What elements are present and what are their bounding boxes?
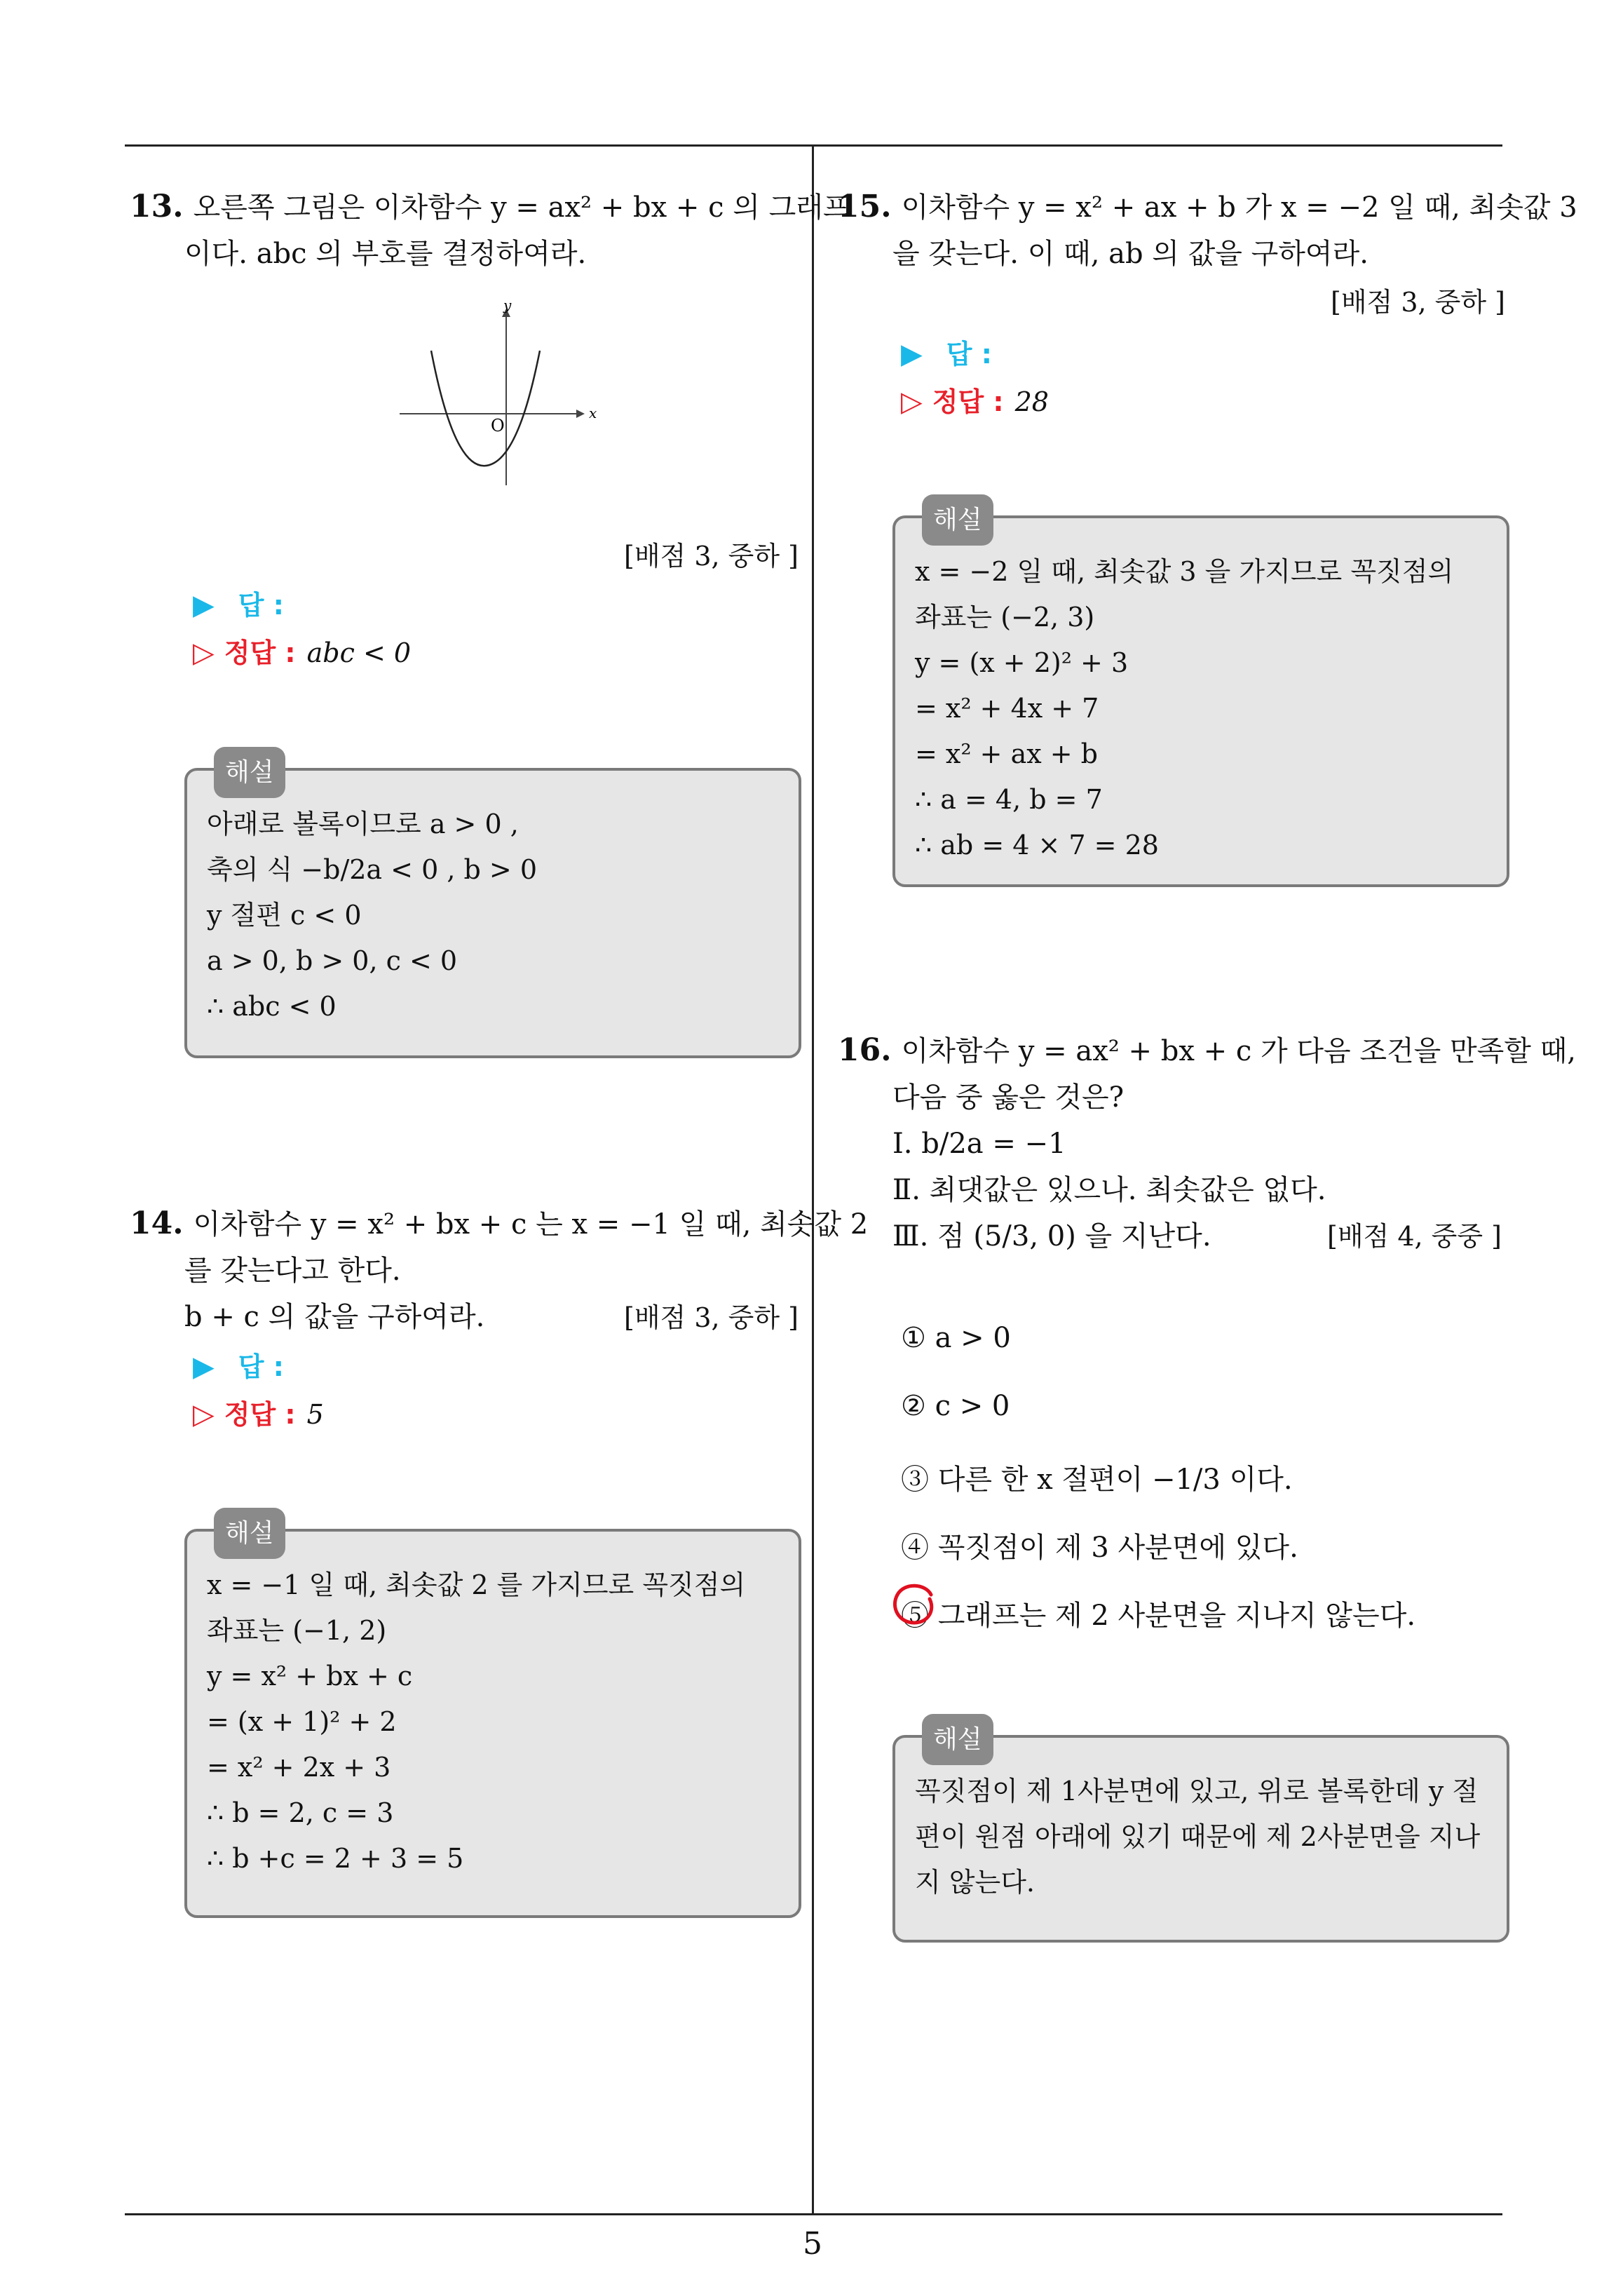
play-icon: ▶ — [193, 1351, 215, 1383]
q13-score: [배점 3, 중하 ] — [624, 541, 799, 572]
x-axis-arrow — [576, 410, 585, 418]
q13-correct-answer — [193, 631, 411, 670]
solution-line: 꼭짓점이 제 1사분면에 있고, 위로 볼록한데 y 절 — [915, 1776, 1479, 1807]
parabola-curve — [431, 351, 540, 466]
outline-triangle-icon: ▷ — [193, 1398, 215, 1431]
question-text: 이다. abc 의 부호를 결정하여라. — [184, 238, 587, 270]
solution-line: ∴ a = 4, b = 7 — [915, 784, 1103, 815]
option-4[interactable]: ④ 꼭짓점이 제 3 사분면에 있다. — [901, 1532, 1298, 1564]
question-13 — [130, 184, 850, 277]
condition-1: Ⅰ. b/2a = −1 — [892, 1128, 1066, 1160]
solution-line: 지 않는다. — [915, 1867, 1035, 1898]
solution-line: 좌표는 (−1, 2) — [207, 1615, 387, 1646]
question-number: 13. — [130, 189, 184, 224]
solution-line: y = x² + bx + c — [207, 1661, 413, 1691]
option-1[interactable]: ① a > 0 — [901, 1322, 1011, 1354]
correct-label: 정답 : — [224, 1399, 296, 1430]
solution-line: 편이 원점 아래에 있기 때문에 제 2사분면을 지나 — [915, 1821, 1481, 1852]
question-text: 이차함수 y = x² + bx + c 는 x = −1 일 때, 최솟값 2 — [193, 1208, 869, 1241]
solution-line: 좌표는 (−2, 3) — [915, 602, 1095, 633]
question-text: 오른쪽 그림은 이차함수 y = ax² + bx + c 의 그래프 — [193, 191, 850, 224]
graph-origin-label: O — [491, 416, 505, 435]
correct-value: abc < 0 — [306, 637, 412, 668]
solution-tag: 해설 — [214, 1508, 285, 1559]
solution-line: ∴ b = 2, c = 3 — [207, 1797, 394, 1828]
solution-line: y 절편 c < 0 — [207, 900, 362, 931]
question-15 — [838, 184, 1577, 277]
question-text: 이차함수 y = ax² + bx + c 가 다음 조건을 만족할 때, — [901, 1035, 1576, 1067]
outline-triangle-icon: ▷ — [901, 386, 923, 418]
condition-3: Ⅲ. 점 (5/3, 0) 을 지난다. — [892, 1220, 1211, 1252]
q15-correct-answer — [901, 380, 1049, 419]
question-number: 16. — [838, 1032, 892, 1068]
solution-line: x = −2 일 때, 최솟값 3 을 가지므로 꼭짓점의 — [915, 556, 1454, 587]
q14-solution-box — [184, 1519, 801, 1918]
q14-answer-input-row[interactable] — [193, 1345, 284, 1384]
q15-solution-box — [892, 506, 1509, 887]
graph-x-label: x — [589, 405, 597, 421]
option-5[interactable]: ⑤ 그래프는 제 2 사분면을 지나지 않는다. — [901, 1600, 1416, 1632]
solution-tag: 해설 — [922, 1714, 993, 1765]
q14-score: [배점 3, 중하 ] — [624, 1302, 799, 1333]
solution-line: ∴ ab = 4 × 7 = 28 — [915, 830, 1159, 860]
parabola-graph — [393, 302, 603, 491]
question-number: 14. — [130, 1206, 184, 1241]
solution-line: x = −1 일 때, 최솟값 2 를 가지므로 꼭짓점의 — [207, 1569, 746, 1600]
answer-label: 답 : — [946, 339, 992, 370]
option-2[interactable]: ② c > 0 — [901, 1390, 1010, 1422]
option-3[interactable]: ③ 다른 한 x 절편이 −1/3 이다. — [901, 1464, 1293, 1496]
q15-answer-input-row[interactable] — [901, 332, 992, 371]
solution-tag: 해설 — [214, 747, 285, 798]
q14-correct-answer — [193, 1393, 324, 1431]
q15-score: [배점 3, 중하 ] — [1331, 287, 1505, 318]
answer-label: 답 : — [238, 1351, 284, 1382]
q16-score: [배점 4, 중중 ] — [1327, 1221, 1502, 1252]
correct-label: 정답 : — [932, 386, 1004, 417]
correct-label: 정답 : — [224, 637, 296, 668]
q13-solution-box — [184, 758, 801, 1058]
question-text: 을 갖는다. 이 때, ab 의 값을 구하여라. — [892, 238, 1369, 270]
solution-line: = x² + 4x + 7 — [915, 693, 1099, 724]
condition-2: Ⅱ. 최댓값은 있으나. 최솟값은 없다. — [892, 1174, 1326, 1206]
solution-line: = x² + 2x + 3 — [207, 1752, 391, 1783]
bottom-rule — [125, 2213, 1502, 2215]
selected-answer-circle-icon — [889, 1579, 938, 1628]
correct-value: 5 — [306, 1399, 324, 1430]
q13-answer-input-row[interactable] — [193, 583, 284, 622]
correct-value: 28 — [1014, 386, 1049, 417]
question-text: 이차함수 y = x² + ax + b 가 x = −2 일 때, 최솟값 3 — [901, 191, 1577, 224]
solution-line: ∴ b +c = 2 + 3 = 5 — [207, 1843, 464, 1874]
page-number: 5 — [803, 2226, 822, 2262]
question-text: b + c 의 값을 구하여라. — [184, 1301, 485, 1333]
solution-line: y = (x + 2)² + 3 — [915, 647, 1129, 678]
solution-line: a > 0, b > 0, c < 0 — [207, 945, 458, 976]
question-number: 15. — [838, 189, 892, 224]
play-icon: ▶ — [193, 589, 215, 621]
column-divider — [812, 144, 814, 2215]
play-icon: ▶ — [901, 338, 923, 370]
question-text: 다음 중 옳은 것은? — [892, 1081, 1125, 1114]
question-text: 를 갖는다고 한다. — [184, 1255, 401, 1287]
answer-label: 답 : — [238, 590, 284, 621]
graph-y-label: y — [503, 302, 512, 313]
solution-line: = x² + ax + b — [915, 738, 1098, 769]
solution-line: = (x + 1)² + 2 — [207, 1706, 397, 1737]
solution-line: ∴ abc < 0 — [207, 991, 337, 1022]
outline-triangle-icon: ▷ — [193, 637, 215, 669]
q16-solution-box — [892, 1725, 1509, 1943]
solution-tag: 해설 — [922, 494, 993, 546]
solution-line: 아래로 볼록이므로 a > 0 , — [207, 809, 519, 839]
solution-line: 축의 식 −b/2a < 0 , b > 0 — [207, 854, 537, 885]
